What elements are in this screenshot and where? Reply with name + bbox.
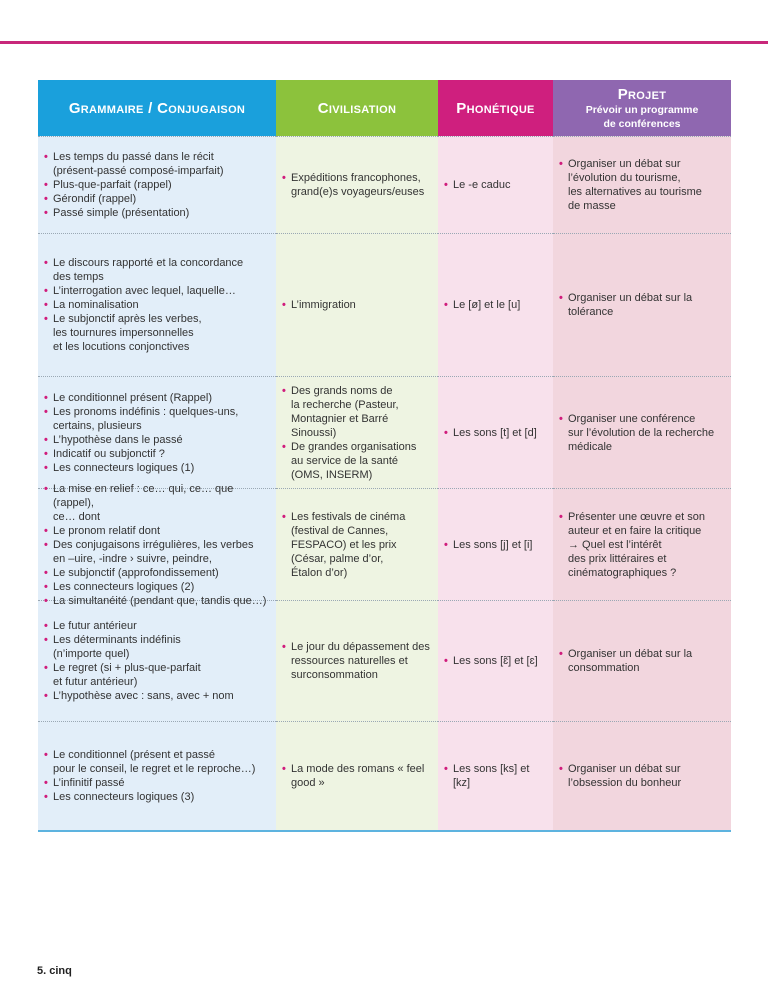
row4-phonetique-cell <box>438 488 553 600</box>
row4-grammaire-cell <box>38 482 276 607</box>
row1-grammaire-cell <box>38 136 276 233</box>
list-item: • Les sons [t] et [d] <box>444 426 537 440</box>
list-item: • Les connecteurs logiques (1) <box>44 461 238 475</box>
header-phonetique-title: Phonétique <box>456 99 535 117</box>
list-item: • La nominalisation <box>44 298 243 312</box>
row6-projet-cell <box>553 721 731 832</box>
row5-phonetique-cell <box>438 600 553 721</box>
list-item: • L’interrogation avec lequel, laquelle… <box>44 284 243 298</box>
page-number: 5. cinq <box>37 965 72 977</box>
list-item: • Des grands noms de la recherche (Pasteur, Montagnier et Barré Sinoussi) <box>282 384 416 440</box>
row2-grammaire-cell <box>38 233 276 376</box>
row4-projet-cell <box>553 488 731 600</box>
list-item: • Les pronoms indéfinis : quelques-uns, certains, plusieurs <box>44 405 238 433</box>
header-projet-title: Projet <box>617 85 667 103</box>
list-item: • Le pronom relatif dont <box>44 524 268 538</box>
list-item: • Les connecteurs logiques (2) <box>44 580 268 594</box>
list-item: • De grandes organisations au service de la santé (OMS, INSERM) <box>282 440 416 482</box>
row2-projet-cell <box>553 233 731 376</box>
header-civilisation-title: Civilisation <box>317 99 397 117</box>
list-item: • Les connecteurs logiques (3) <box>44 790 255 804</box>
header-grammaire <box>38 80 276 136</box>
row1-projet-cell <box>553 136 731 233</box>
header-projet-subtitle: Prévoir un programme de conférences <box>585 103 699 130</box>
list-item: • Le [ø] et le [u] <box>444 298 520 312</box>
row2-phonetique-cell <box>438 233 553 376</box>
list-item: • Le discours rapporté et la concordance des temps <box>44 256 243 284</box>
list-item: • La mise en relief : ce… qui, ce… que (rappel), ce… dont <box>44 482 268 524</box>
list-item: • L’infinitif passé <box>44 776 255 790</box>
list-item: • Les festivals de cinéma (festival de Cannes, FESPACO) et les prix (César, palme d’or, Étalon d’or) <box>282 510 405 580</box>
row1-phonetique-cell <box>438 136 553 233</box>
row5-projet-cell <box>553 600 731 721</box>
list-item: • Des conjugaisons irrégulières, les verbes en –uire, -indre › suivre, peindre, <box>44 538 268 566</box>
row6-phonetique-cell <box>438 721 553 832</box>
header-projet <box>553 80 731 136</box>
row5-civilisation-cell <box>276 600 438 721</box>
list-item: • Le -e caduc <box>444 178 510 192</box>
list-item: • Le subjonctif après les verbes, les tournures impersonnelles et les locutions conjonctives <box>44 312 243 354</box>
list-item: • Organiser un débat sur la consommation <box>559 647 692 675</box>
list-item: • Les déterminants indéfinis (n’importe quel) <box>44 633 234 661</box>
list-item: • Plus-que-parfait (rappel) <box>44 178 224 192</box>
program-table <box>38 80 731 950</box>
header-civilisation <box>276 80 438 136</box>
list-item: • Les sons [ks] et [kz] <box>444 762 529 790</box>
row6-civilisation-cell <box>276 721 438 832</box>
list-item: • Les sons [ɛ̃] et [ɛ] <box>444 654 538 668</box>
row2-civilisation-cell <box>276 233 438 376</box>
row3-projet-cell <box>553 376 731 488</box>
row3-grammaire-cell <box>38 376 276 488</box>
list-item: • Le jour du dépassement des ressources naturelles et surconsommation <box>282 640 430 682</box>
list-item: • Organiser une conférence sur l’évolution de la recherche médicale <box>559 412 714 454</box>
row1-civilisation-cell <box>276 136 438 233</box>
row5-grammaire-cell <box>38 600 276 721</box>
list-item: • Le conditionnel présent (Rappel) <box>44 391 238 405</box>
header-grammaire-title: Grammaire / Conjugaison <box>68 99 246 117</box>
row6-grammaire-cell <box>38 721 276 832</box>
list-item: • Le futur antérieur <box>44 619 234 633</box>
list-item: • L’hypothèse dans le passé <box>44 433 238 447</box>
list-item: • L’immigration <box>282 298 356 312</box>
row4-civilisation-cell <box>276 488 438 600</box>
list-item: • Organiser un débat sur l’évolution du tourisme, les alternatives au tourisme de masse <box>559 157 702 213</box>
list-item: • Le subjonctif (approfondissement) <box>44 566 268 580</box>
list-item: • Les sons [j] et [i] <box>444 538 532 552</box>
list-item: • Présenter une œuvre et son auteur et en faire la critique → Quel est l’intérêt des prix littéraires et cinématographiques ? <box>559 510 705 580</box>
list-item: • Passé simple (présentation) <box>44 206 224 220</box>
list-item: • Indicatif ou subjonctif ? <box>44 447 238 461</box>
header-phonetique <box>438 80 553 136</box>
list-item: • Organiser un débat sur la tolérance <box>559 291 692 319</box>
list-item: • La simultanéité (pendant que, tandis que…) <box>44 594 268 608</box>
list-item: • Gérondif (rappel) <box>44 192 224 206</box>
list-item: • Les temps du passé dans le récit (présent-passé composé-imparfait) <box>44 150 224 178</box>
list-item: • Le conditionnel (présent et passé pour le conseil, le regret et le reproche…) <box>44 748 255 776</box>
top-rule <box>0 41 768 44</box>
list-item: • Organiser un débat sur l’obsession du bonheur <box>559 762 681 790</box>
list-item: • La mode des romans « feel good » <box>282 762 424 790</box>
list-item: • Expéditions francophones, grand(e)s voyageurs/euses <box>282 171 424 199</box>
list-item: • Le regret (si + plus-que-parfait et futur antérieur) <box>44 661 234 689</box>
row3-civilisation-cell <box>276 376 438 488</box>
list-item: • L’hypothèse avec : sans, avec + nom <box>44 689 234 703</box>
row3-phonetique-cell <box>438 376 553 488</box>
